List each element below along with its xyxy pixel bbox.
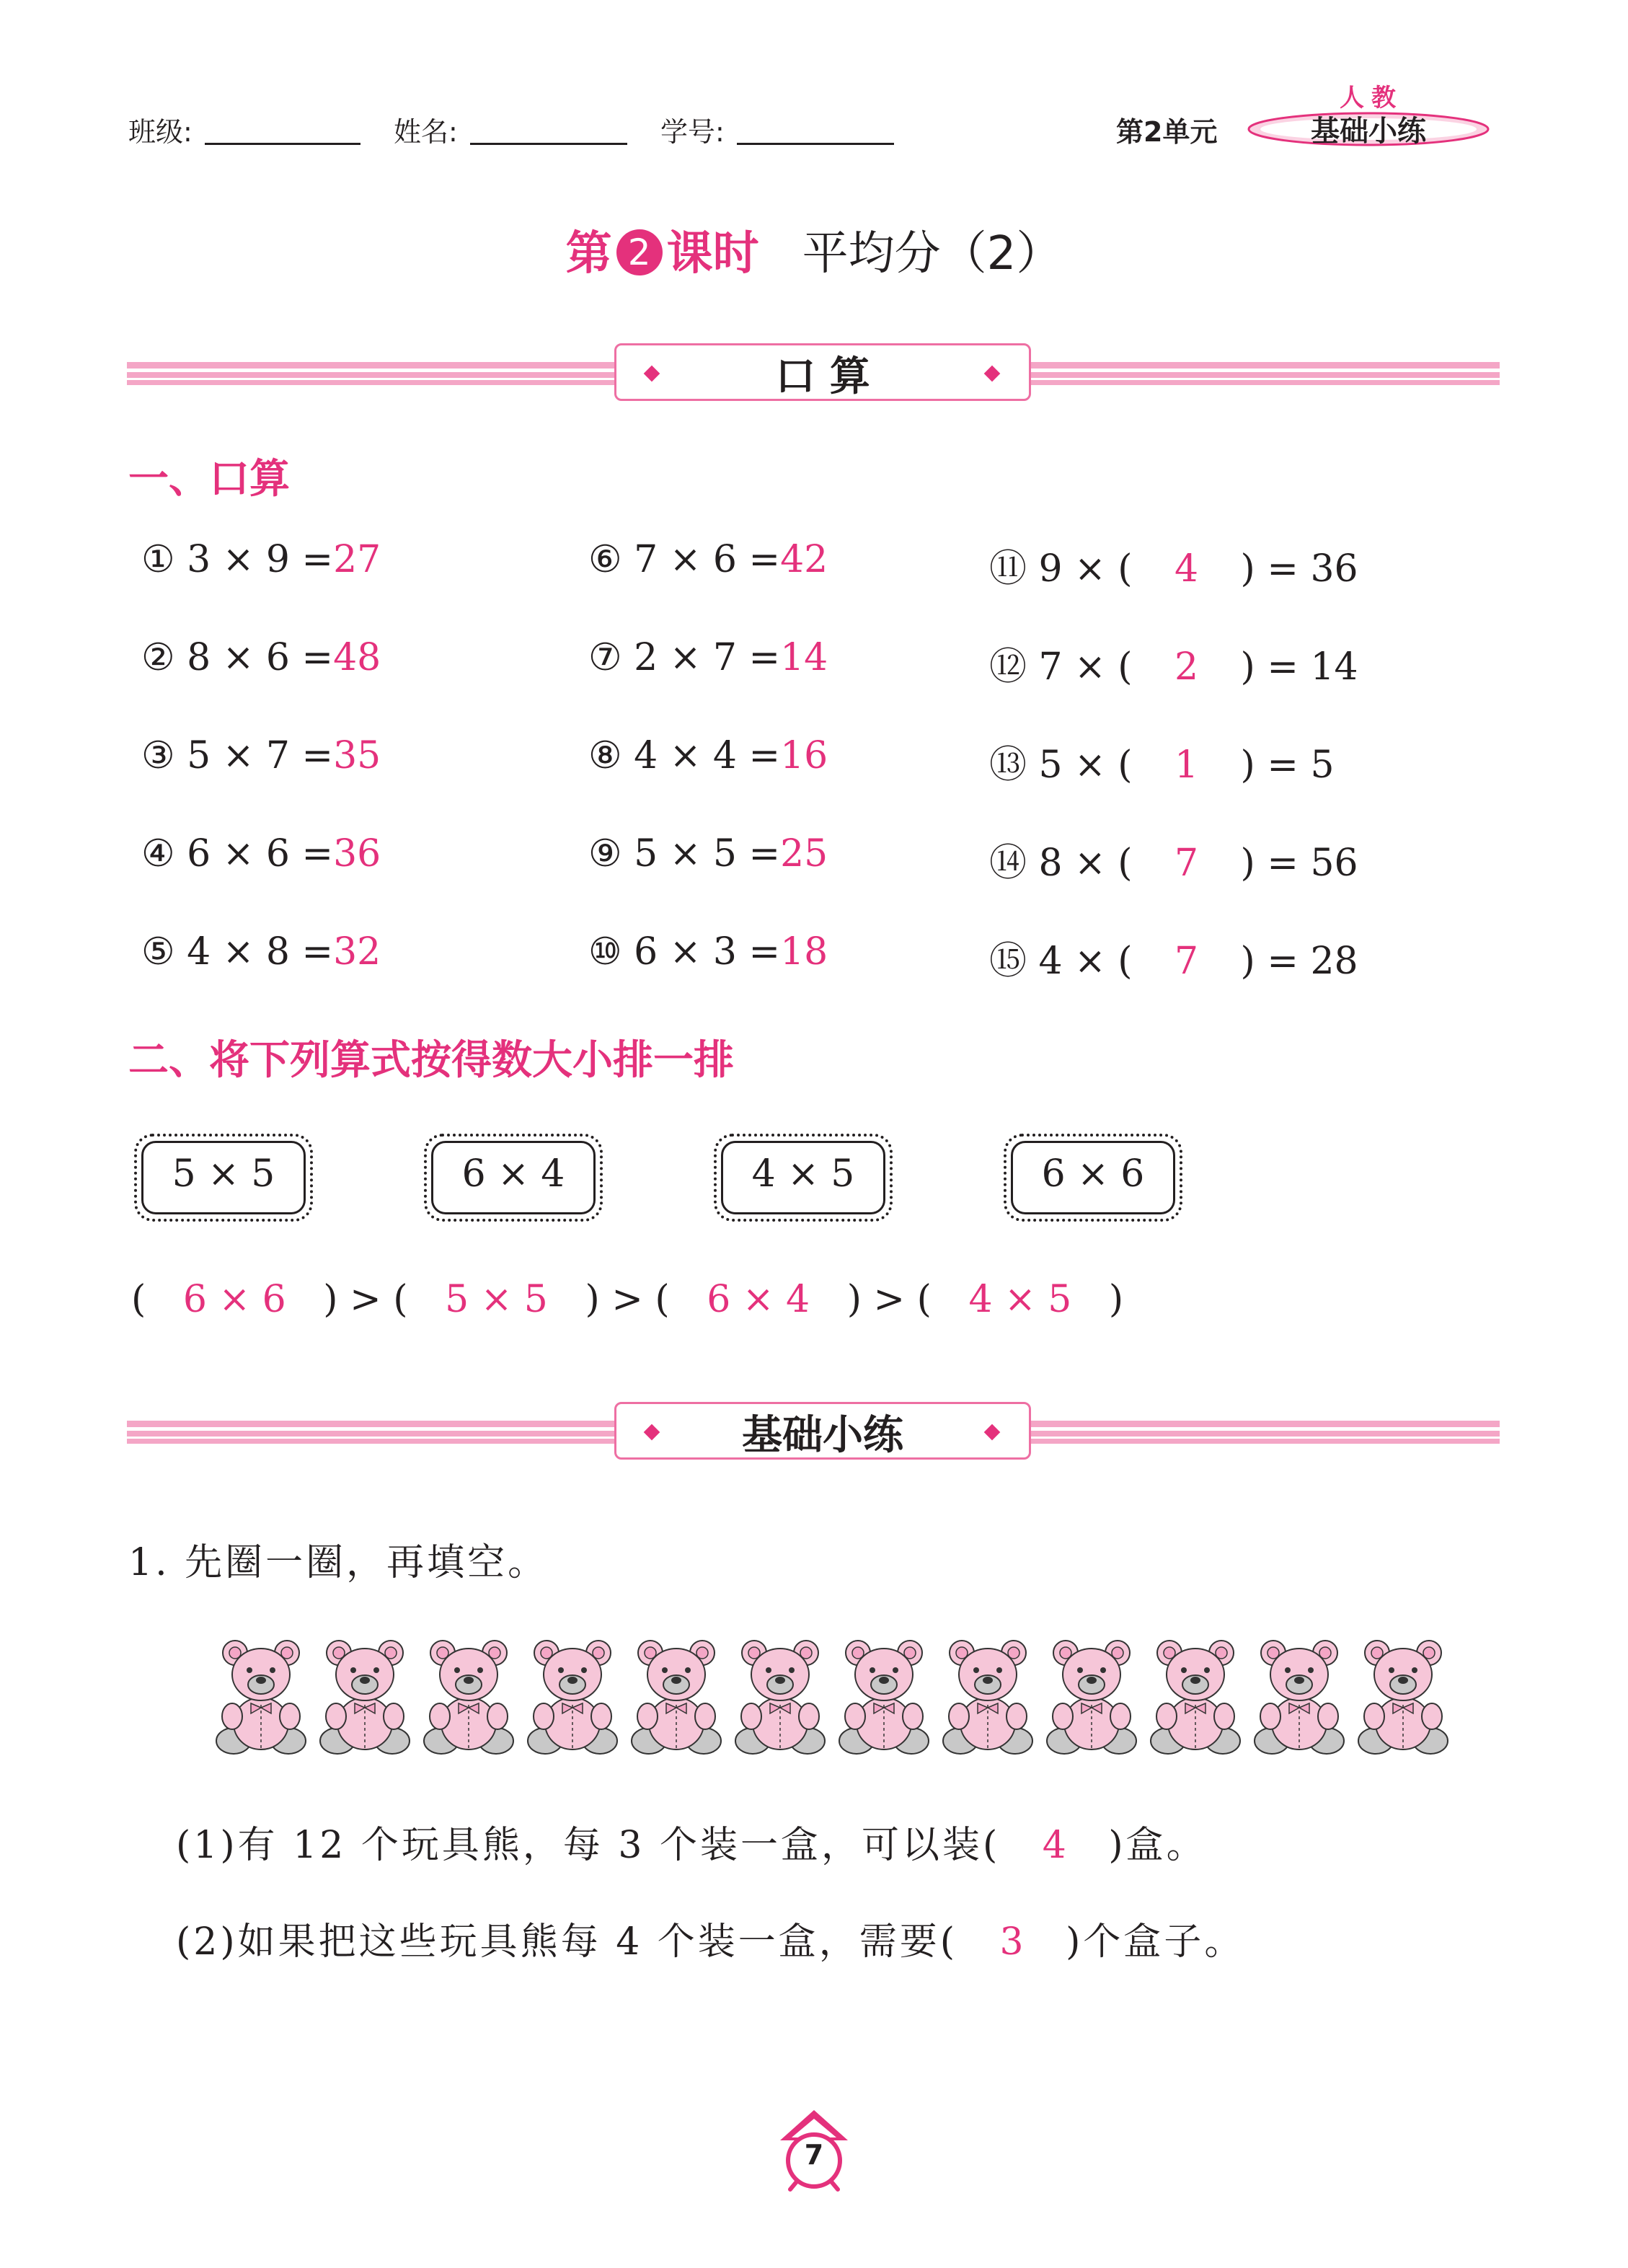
calc-item: ⑨ 5 × 5 =25 bbox=[588, 832, 828, 875]
class-label: 班级: bbox=[128, 116, 193, 148]
calc-answer[interactable]: 27 bbox=[333, 538, 381, 581]
expression-text: 4 × 5 bbox=[751, 1152, 855, 1196]
section1-heading: 一、口算 bbox=[128, 456, 290, 503]
page-title bbox=[0, 216, 1628, 283]
calc-fill-item: ⑮ 4 × ( 7 ) = 28 bbox=[989, 940, 1358, 983]
title-suffix: 课时 bbox=[666, 227, 759, 281]
teddy-bear-icon[interactable] bbox=[733, 1636, 828, 1757]
name-label: 姓名: bbox=[394, 116, 458, 148]
teddy-bear-icon[interactable] bbox=[940, 1636, 1035, 1757]
question-1-2: (2)如果把这些玩具熊每 4 个装一盒，需要( 3 )个盒子。 bbox=[176, 1920, 1245, 1964]
fill-answer[interactable]: 1 bbox=[1174, 744, 1199, 787]
calc-answer[interactable]: 48 bbox=[333, 636, 381, 679]
calc-answer[interactable]: 25 bbox=[780, 832, 828, 875]
fill-answer[interactable]: 4 bbox=[1174, 547, 1199, 591]
fill-answer[interactable]: 7 bbox=[1174, 842, 1199, 885]
title-topic: 平均分（2） bbox=[802, 227, 1063, 281]
banner-practice-label: 基础小练 bbox=[742, 1412, 903, 1459]
expression-text: 6 × 6 bbox=[1041, 1152, 1145, 1196]
teddy-bear-icon[interactable] bbox=[421, 1636, 516, 1757]
question-1-1: (1)有 12 个玩具熊，每 3 个装一盒，可以装( 4 )盒。 bbox=[176, 1824, 1207, 1867]
name-blank[interactable] bbox=[470, 143, 627, 145]
calc-fill-item: ⑬ 5 × ( 1 ) = 5 bbox=[989, 744, 1335, 787]
series-label: 基础小练 bbox=[1311, 115, 1426, 148]
calc-item: ⑤ 4 × 8 =32 bbox=[141, 930, 381, 974]
calc-item: ⑥ 7 × 6 =42 bbox=[588, 538, 828, 581]
calc-item: ⑩ 6 × 3 =18 bbox=[588, 930, 828, 974]
teddy-bear-icon[interactable] bbox=[1044, 1636, 1139, 1757]
page-number: 7 bbox=[804, 2139, 824, 2171]
calc-fill-item: ⑫ 7 × ( 2 ) = 14 bbox=[989, 645, 1358, 689]
calc-item: ⑧ 4 × 4 =16 bbox=[588, 734, 828, 777]
fill-answer[interactable]: 2 bbox=[1174, 645, 1199, 689]
title-prefix: 第 bbox=[565, 227, 612, 281]
teddy-bear-icon[interactable] bbox=[836, 1636, 932, 1757]
calc-item: ④ 6 × 6 =36 bbox=[141, 832, 381, 875]
calc-answer[interactable]: 14 bbox=[780, 636, 828, 679]
banner-mental-label: 口 算 bbox=[775, 353, 870, 400]
section2-heading: 二、将下列算式按得数大小排一排 bbox=[128, 1037, 734, 1084]
calc-answer[interactable]: 18 bbox=[780, 930, 828, 974]
calc-answer[interactable]: 42 bbox=[780, 538, 828, 581]
q1-1-answer[interactable]: 4 bbox=[1042, 1824, 1066, 1867]
title-number: 2 bbox=[616, 229, 663, 275]
q1-2-answer[interactable]: 3 bbox=[999, 1920, 1024, 1964]
teddy-bear-icon[interactable] bbox=[1355, 1636, 1451, 1757]
calc-item: ③ 5 × 7 =35 bbox=[141, 734, 381, 777]
id-blank[interactable] bbox=[737, 143, 894, 145]
calc-fill-item: ⑪ 9 × ( 4 ) = 36 bbox=[989, 547, 1358, 591]
class-blank[interactable] bbox=[205, 143, 360, 145]
order-row: ( 6 × 6 ) > ( 5 × 5 ) > ( 6 × 4 ) > ( 4 × 5 ) bbox=[131, 1278, 1124, 1321]
teddy-bear-icon[interactable] bbox=[213, 1636, 309, 1757]
order-answer[interactable]: 6 × 4 bbox=[707, 1278, 810, 1321]
calc-answer[interactable]: 36 bbox=[333, 832, 381, 875]
order-answer[interactable]: 4 × 5 bbox=[968, 1278, 1072, 1321]
expression-text: 6 × 4 bbox=[461, 1152, 565, 1196]
calc-fill-item: ⑭ 8 × ( 7 ) = 56 bbox=[989, 842, 1358, 885]
calc-item: ② 8 × 6 =48 bbox=[141, 636, 381, 679]
question-1-title: 1. 先圈一圈，再填空。 bbox=[128, 1541, 549, 1584]
calc-item: ⑦ 2 × 7 =14 bbox=[588, 636, 828, 679]
unit-label: 第2单元 bbox=[1116, 116, 1218, 148]
order-answer[interactable]: 6 × 6 bbox=[182, 1278, 286, 1321]
teddy-bear-icon[interactable] bbox=[629, 1636, 724, 1757]
fill-answer[interactable]: 7 bbox=[1174, 940, 1199, 983]
id-label: 学号: bbox=[660, 116, 725, 148]
teddy-bear-icon[interactable] bbox=[1148, 1636, 1243, 1757]
calc-answer[interactable]: 32 bbox=[333, 930, 381, 974]
order-answer[interactable]: 5 × 5 bbox=[445, 1278, 548, 1321]
teddy-bear-icon[interactable] bbox=[1252, 1636, 1347, 1757]
calc-answer[interactable]: 16 bbox=[780, 734, 828, 777]
calc-answer[interactable]: 35 bbox=[333, 734, 381, 777]
publisher-label: 人教 bbox=[1340, 84, 1403, 112]
calc-item: ① 3 × 9 =27 bbox=[141, 538, 381, 581]
teddy-bear-icon[interactable] bbox=[317, 1636, 412, 1757]
teddy-bear-icon[interactable] bbox=[525, 1636, 620, 1757]
expression-text: 5 × 5 bbox=[172, 1152, 275, 1196]
